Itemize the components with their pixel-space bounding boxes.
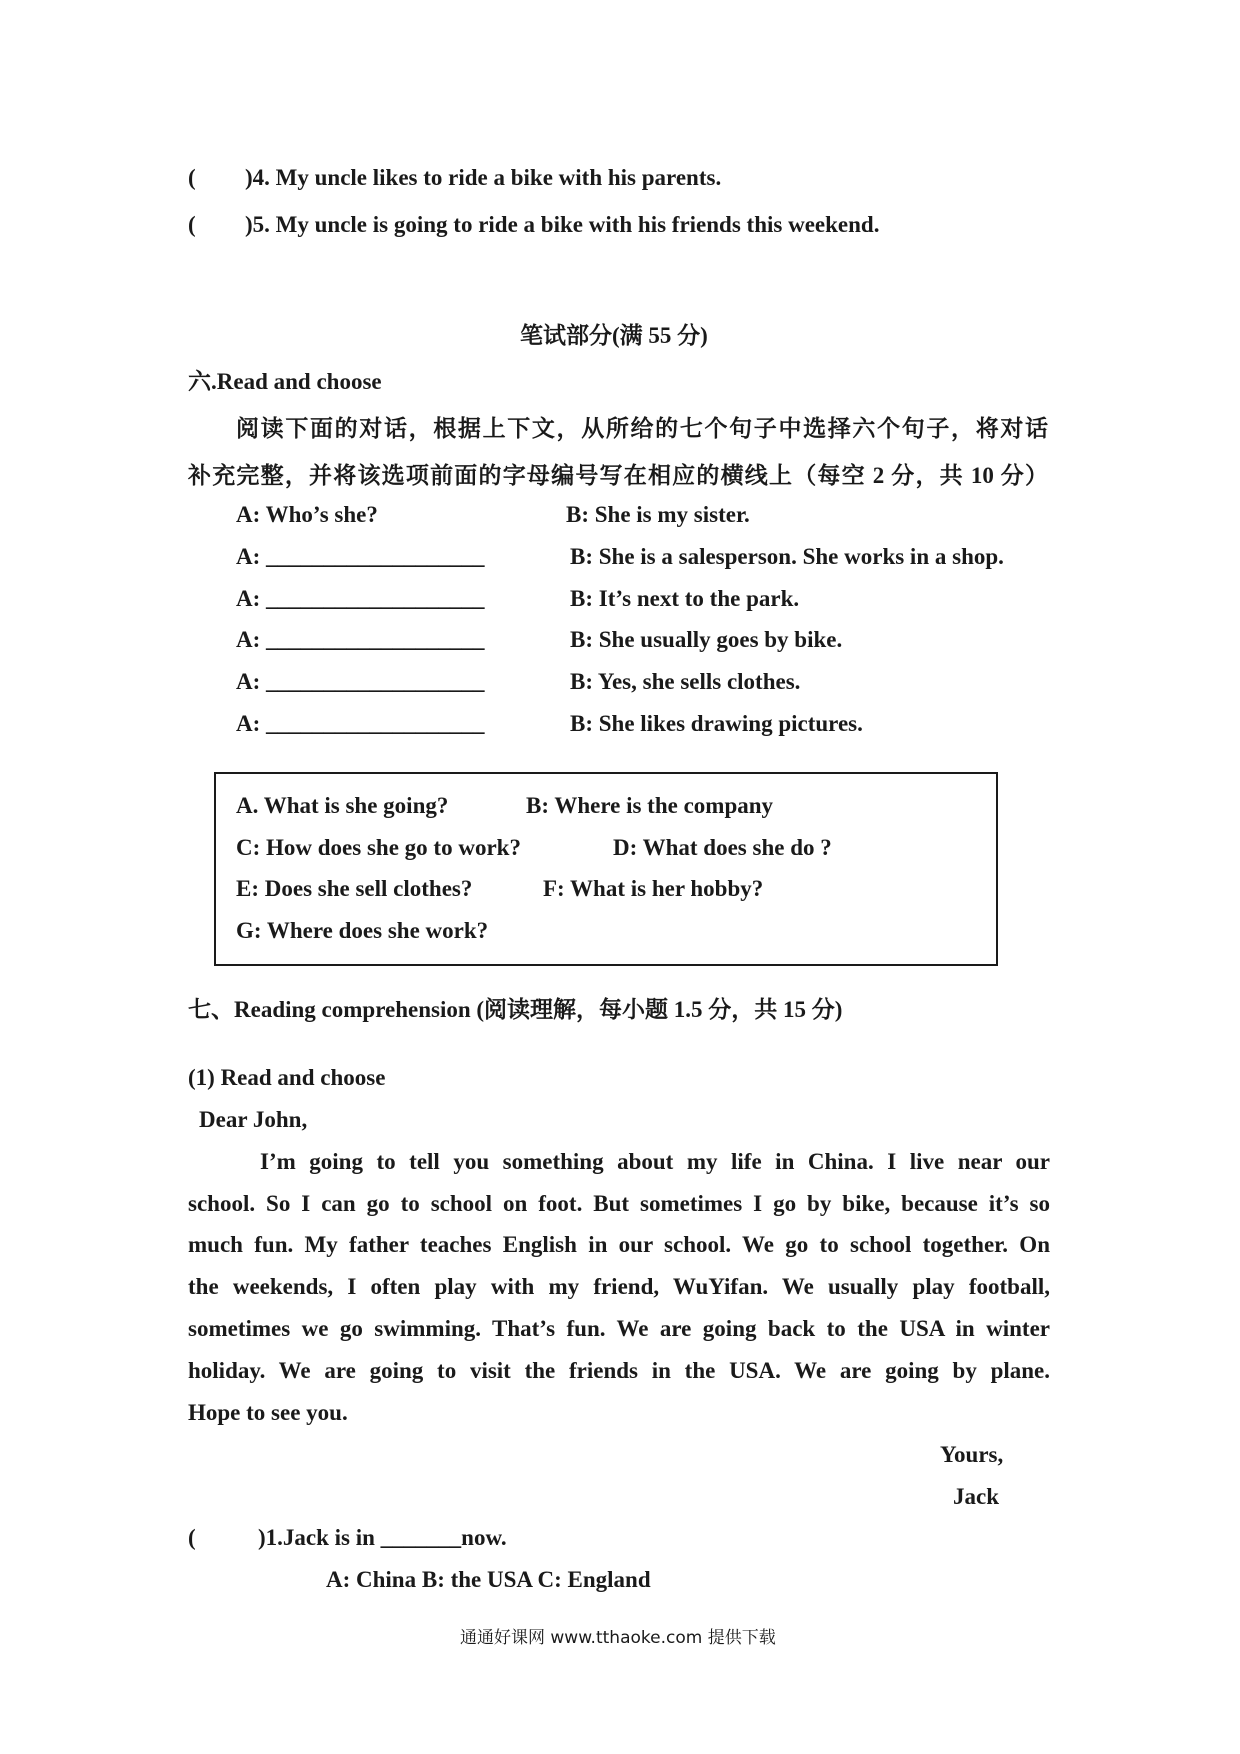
dialogue-a-3: A: ___________________ bbox=[236, 586, 485, 611]
question1-choices: A: China B: the USA C: England bbox=[326, 1567, 651, 1592]
section7-heading: 七、Reading comprehension (阅读理解，每小题 1.5 分，共 15 分) bbox=[188, 997, 843, 1022]
dialogue-a-5: A: ___________________ bbox=[236, 669, 485, 694]
option-d: D: What does she do ? bbox=[613, 835, 832, 860]
dialogue-a-4: A: ___________________ bbox=[236, 627, 485, 652]
letter-line-3: much fun. My father teaches English in our school. We go to school together. On bbox=[188, 1232, 1050, 1257]
letter-line-6: holiday. We are going to visit the friends in the USA. We are going by plane. bbox=[188, 1358, 1050, 1383]
letter-line-2: school. So I can go to school on foot. But sometimes I go by bike, because it’s so bbox=[188, 1191, 1050, 1216]
section6-instructions-line1: 阅读下面的对话，根据上下文，从所给的七个句子中选择六个句子，将对话 bbox=[236, 416, 1048, 441]
listening-item-5-bracket: ( bbox=[188, 212, 196, 237]
option-c: C: How does she go to work? bbox=[236, 835, 521, 860]
section6-instructions-line2: 补充完整，并将该选项前面的字母编号写在相应的横线上（每空 2 分，共 10 分） bbox=[188, 463, 1048, 488]
dialogue-b-3: B: It’s next to the park. bbox=[570, 586, 800, 611]
letter-salutation: Dear John, bbox=[199, 1107, 308, 1132]
option-a: A. What is she going? bbox=[236, 793, 449, 818]
dialogue-b-2: B: She is a salesperson. She works in a shop. bbox=[570, 544, 1004, 569]
dialogue-a-1: A: Who’s she? bbox=[236, 502, 378, 527]
page-footer: 通通好课网 www.tthaoke.com 提供下载 bbox=[460, 1628, 776, 1648]
dialogue-b-5: B: Yes, she sells clothes. bbox=[570, 669, 801, 694]
section6-heading: 六.Read and choose bbox=[188, 369, 382, 394]
listening-item-5: )5. My uncle is going to ride a bike with his friends this weekend. bbox=[245, 212, 880, 237]
letter-line-5: sometimes we go swimming. That’s fun. We are going back to the USA in winter bbox=[188, 1316, 1050, 1341]
question1-bracket: ( bbox=[188, 1525, 196, 1550]
dialogue-b-6: B: She likes drawing pictures. bbox=[570, 711, 863, 736]
dialogue-b-1: B: She is my sister. bbox=[566, 502, 750, 527]
question1-text: )1.Jack is in _______now. bbox=[258, 1525, 507, 1550]
written-part-title: 笔试部分(满 55 分) bbox=[520, 323, 708, 348]
listening-item-4-bracket: ( bbox=[188, 165, 196, 190]
letter-line-1: I’m going to tell you something about my life in China. I live near our bbox=[260, 1149, 1050, 1174]
option-b: B: Where is the company bbox=[526, 793, 774, 818]
dialogue-b-4: B: She usually goes by bike. bbox=[570, 627, 843, 652]
dialogue-a-2: A: ___________________ bbox=[236, 544, 485, 569]
listening-item-4: )4. My uncle likes to ride a bike with his parents. bbox=[245, 165, 722, 190]
letter-line-4: the weekends, I often play with my friend, WuYifan. We usually play football, bbox=[188, 1274, 1050, 1299]
dialogue-a-6: A: ___________________ bbox=[236, 711, 485, 736]
option-f: F: What is her hobby? bbox=[543, 876, 764, 901]
letter-line-7: Hope to see you. bbox=[188, 1400, 348, 1425]
part1-heading: (1) Read and choose bbox=[188, 1065, 386, 1090]
option-g: G: Where does she work? bbox=[236, 918, 489, 943]
letter-closing: Yours, bbox=[940, 1442, 1004, 1467]
option-e: E: Does she sell clothes? bbox=[236, 876, 473, 901]
letter-signature: Jack bbox=[953, 1484, 999, 1509]
